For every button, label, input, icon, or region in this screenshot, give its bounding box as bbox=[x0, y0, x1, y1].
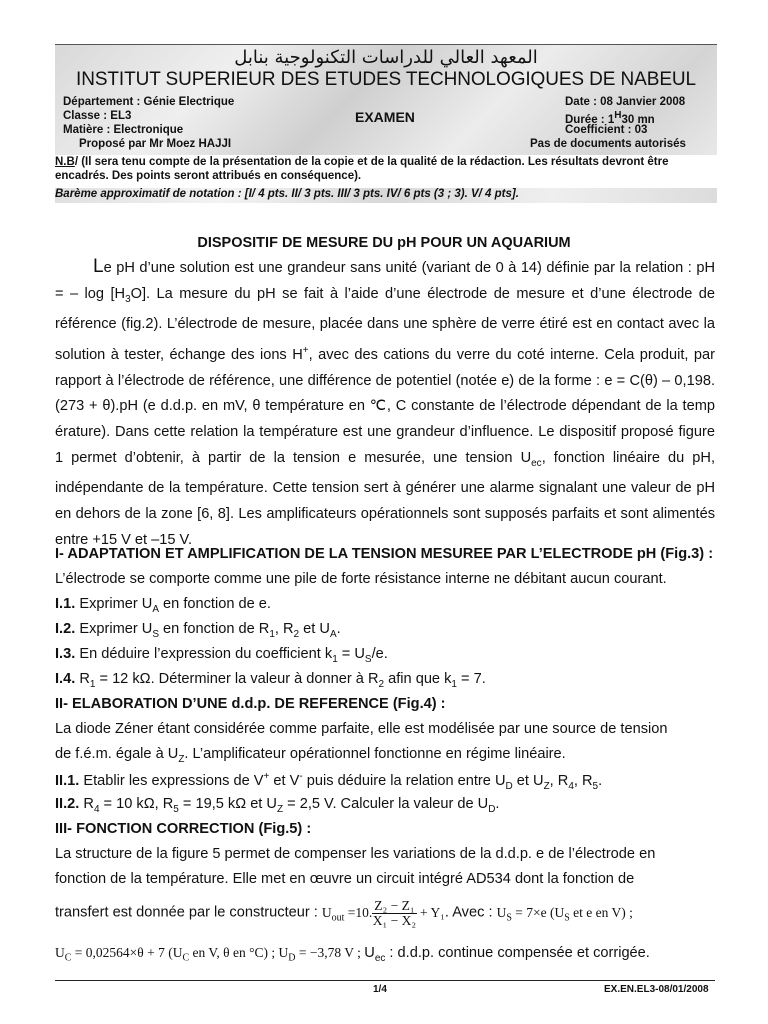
exam-header bbox=[55, 44, 717, 155]
section-3-definitions: $U_C = 0,02564\times\theta + 7$ ($U_C$ en V, θ en °C) ; $U_D = -3,78$ V ; $U_{ec}$ : d.d.p. continue compensée et corrigée. bbox=[55, 945, 650, 964]
coefficient: Coefficient : 03 bbox=[565, 124, 648, 136]
question-1-2: I.2. Exprimer $U_S$ en fonction de $R_1$, $R_2$ et $U_A$. bbox=[55, 621, 341, 640]
section-2-text-1: La diode Zéner étant considérée comme parfaite, elle est modélisée par une source de tension bbox=[55, 721, 668, 737]
page-number: 1/4 bbox=[373, 984, 387, 995]
us-formula: $U_S = 7\times e$ ($U_S$ et e en V) ; bbox=[496, 904, 633, 924]
exam-label: EXAMEN bbox=[355, 109, 415, 125]
question-2-1: II.1. Etablir les expressions de V+ et V- puis déduire la relation entre $U_D$ et $U_Z$, $R_4$, $R_5$. bbox=[55, 771, 603, 792]
question-1-1: I.1. Exprimer $U_A$ en fonction de e. bbox=[55, 596, 271, 615]
document-reference: EX.EN.EL3-08/01/2008 bbox=[604, 984, 709, 995]
page-title: DISPOSITIF DE MESURE DU pH POUR UN AQUARIUM bbox=[197, 235, 571, 251]
footer-divider bbox=[55, 980, 715, 981]
question-1-4: I.4. $R_1 = 12$ kΩ. Déterminer la valeur à donner à $R_2$ afin que $k_1 = 7$. bbox=[55, 671, 486, 690]
section-1-heading: I- ADAPTATION ET AMPLIFICATION DE LA TENSION MESUREE PAR L’ELECTRODE pH (Fig.3) : bbox=[55, 546, 714, 562]
arabic-institute-name: المعهد العالي للدراسات التكنولوجية بنابل bbox=[234, 47, 538, 68]
section-2-text-2: de f.é.m. égale à $U_Z$. L’amplificateur opérationnel fonctionne en régime linéaire. bbox=[55, 746, 566, 765]
subject: Matière : Electronique bbox=[63, 124, 184, 136]
section-3-text-1: La structure de la figure 5 permet de compenser les variations de la d.d.p. e de l’électrode en bbox=[55, 846, 656, 862]
section-2-heading: II- ELABORATION D’UNE d.d.p. DE REFERENCE (Fig.4) : bbox=[55, 696, 446, 712]
grading-scale: Barème approximatif de notation : [I/ 4 pts. II/ 3 pts. III/ 3 pts. IV/ 6 pts (3 ; 3). V/ 4 pts]. bbox=[55, 188, 717, 203]
section-3-text-2: fonction de la température. Elle met en œuvre un circuit intégré AD534 dont la fonction de bbox=[55, 871, 635, 887]
question-1-3: I.3. En déduire l’expression du coefficient $k_1 = U_S/e$. bbox=[55, 646, 388, 665]
class: Classe : EL3 bbox=[63, 110, 132, 122]
exam-duration: Durée : $1^H30$ mn bbox=[565, 110, 655, 126]
exam-date: Date : 08 Janvier 2008 bbox=[565, 96, 686, 108]
section-3-transfer-function: transfert est donnée par le constructeur : $U_{out} =10$. $\frac{\text{Z₂ − Z₁}}{\text{X₁ − X₂}}$ + Y₁. Avec : $U_S = 7\times e$ ($U_S$ et e en V) ; bbox=[55, 898, 633, 928]
question-2-2: II.2. $R_4 = 10$ kΩ, $R_5 = 19,5$ kΩ et $U_Z = 2,5$ V. Calculer la valeur de $U_D$. bbox=[55, 796, 500, 815]
nb-note: N.B/ (Il sera tenu compte de la présentation de la copie et de la qualité de la rédaction. Les résultats devront être encadrés. Des points seront attribués en conséquence). bbox=[55, 156, 669, 182]
institute-name: INSTITUT SUPERIEUR DES ETUDES TECHNOLOGIQUES DE NABEUL bbox=[76, 69, 696, 90]
intro-paragraph: Le pH d’une solution est une grandeur sans unité (variant de 0 à 14) définie par la relation : pH = – $\log [H_3O]$. La mesure du pH se fait à l’aide d’une électrode de mesure et d’une électrode de référence (fig.2). L’électrode de mesure, placée dans une sphère de verre étiré est en contact avec la solution à tester, échange des ions H+, avec des cations du verre du coté interne. Cela produit, par rapport à l’électrode de référence, une différence de potentiel (notée e) de la forme : e = C(θ) – 0,198.(273 + θ).pH (e d.d.p. en mV, θ température en ℃, C constante de l’électrode dépendant de la temp érature). Dans cette relation la température est une grandeur d’influence. Le dispositif proposé figure 1 permet d’obtenir, à partir de la tension e mesurée, une tension $U_{ec}$, fonction linéaire du pH, indépendante de la température. Cette tension sert à générer une alarme signalant une valeur de pH en dehors de la zone [6, 8]. Les amplificateurs opérationnels sont supposés parfaits et sont alimentés entre +15 V et –15 V. bbox=[55, 256, 715, 548]
section-1-text: L’électrode se comporte comme une pile de forte résistance interne ne débitant aucun courant. bbox=[55, 571, 667, 587]
department: Département : Génie Electrique bbox=[63, 96, 235, 108]
author: Proposé par Mr Moez HAJJI bbox=[79, 138, 232, 150]
section-3-heading: III- FONCTION CORRECTION (Fig.5) : bbox=[55, 821, 312, 837]
transfer-formula: $U_{out} =10$. $\frac{\text{Z₂ − Z₁}}{\text{X₁ − X₂}}$ + Y₁ bbox=[321, 898, 445, 928]
documents-rule: Pas de documents autorisés bbox=[530, 138, 686, 150]
